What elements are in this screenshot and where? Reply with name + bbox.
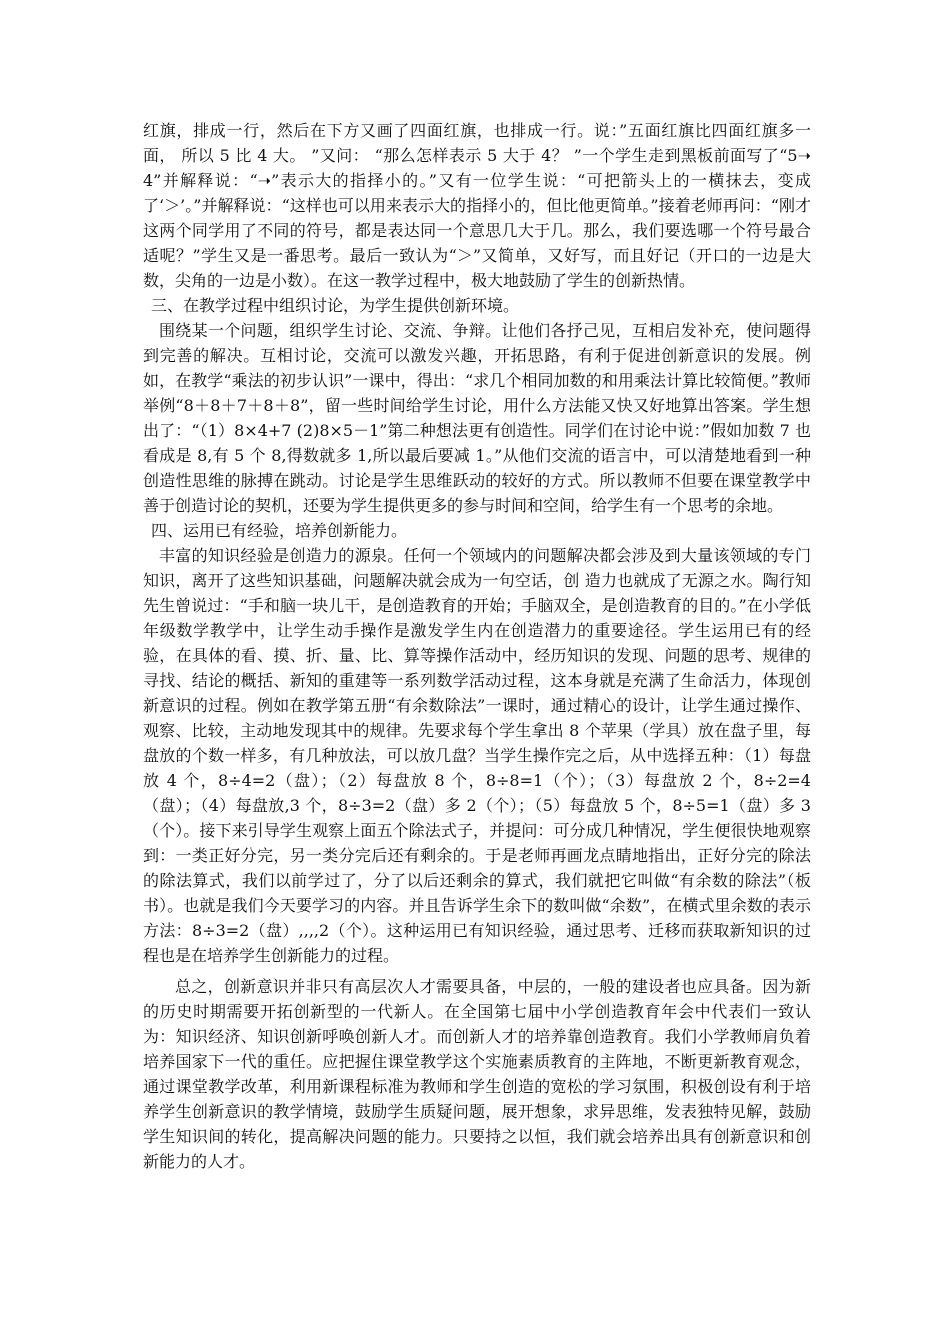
section-heading-4: 四、运用已有经验，培养创新能力。: [151, 521, 408, 540]
document-body: [143, 118, 811, 1174]
section-heading-3: 三、在教学过程中组织讨论，为学生提供创新环境。: [151, 296, 520, 315]
paragraph-discussion: 围绕某一个问题，组织学生讨论、交流、争辩。让他们各抒己见，互相启发补充，使问题得到完善的解决。互相讨论，交流可以激发兴趣，开拓思路，有利于促进创新意识的发展。例如，在教学“乘法的初步认识”一课中，得出：“求几个相同加数的和用乘法计算比较简便。”教师举例“8＋8＋7＋8＋8”，留一些时间给学生讨论，用什么方法能又快又好地算出答案。学生想出了：“（1）8×4+7 (2)8×5－1”第二种想法更有创造性。同学们在讨论中说：”假如加数 7 也看成是 8,有 5 个 8,得数就多 1,所以最后要减 1。”从他们交流的语言中，可以清楚地看到一种创造性思维的脉搏在跳动。讨论是学生思维跃动的较好的方式。所以教师不但要在课堂教学中善于创造讨论的契机，还要为学生提供更多的参与时间和空间，给学生有一个思考的余地。: [143, 321, 811, 515]
paragraph-experience: 丰富的知识经验是创造力的源泉。任何一个领域内的问题解决都会涉及到大量该领域的专门知识，离开了这些知识基础，问题解决就会成为一句空话，创 造力也就成了无源之水。陶行知先生曾说过：“手和脑一块儿干，是创造教育的开始；手脑双全，是创造教育的目的。”在小学低年级数学教学中，让学生动手操作是激发学生内在创造潜力的重要途径。学生运用已有的经验，在具体的看、摸、折、量、比、算等操作活动中，经历知识的发现、问题的思考、规律的寻找、结论的概括、新知的重建等一系列数学活动过程，这本身就是充满了生命活力，体现创新意识的过程。例如在教学第五册“有余数除法”一课时，通过精心的设计，让学生通过操作、观察、比较，主动地发现其中的规律。先要求每个学生拿出 8 个苹果（学具）放在盘子里，每盘放的个数一样多，有几种放法，可以放几盘？当学生操作完之后，从中选择五种：（1）每盘放 4 个，8÷4=2（盘）；（2）每盘放 8 个，8÷8=1（个）；（3）每盘放 2 个，8÷2=4（盘）；（4）每盘放,3 个，8÷3=2（盘）多 2（个）；（5）每盘放 5 个，8÷5=1（盘）多 3（个）。接下来引导学生观察上面五个除法式子，并提问：可分成几种情况，学生便很快地观察到：一类正好分完，另一类分完后还有剩余的。于是老师再画龙点睛地指出，正好分完的除法的除法算式，我们以前学过了，分了以后还剩余的算式，我们就把它叫做“有余数的除法”（板书）。也就是我们今天要学习的内容。并且告诉学生余下的数叫做“余数”，在横式里余数的表示方法：8÷3=2（盘）,,,,2（个）。这种运用已有知识经验，通过思考、迁移而获取新知识的过程也是在培养学生创新能力的过程。: [143, 546, 811, 965]
paragraph-conclusion: 总之，创新意识并非只有高层次人才需要具备，中层的，一般的建设者也应具备。因为新的历史时期需要开拓创新型的一代新人。在全国第七届中小学创造教育年会中代表们一致认为：知识经济、知识创新呼唤创新人才。而创新人才的培养靠创造教育。我们小学教师肩负着培养国家下一代的重任。应把握住课堂教学这个实施素质教育的主阵地，不断更新教育观念，通过课堂教学改革，利用新课程标准为教师和学生创造的宽松的学习氛围，积极创设有利于培养学生创新意识的教学情境，鼓励学生质疑问题，展开想象，求异思维，发表独特见解，鼓励学生知识间的转化，提高解决问题的能力。只要持之以恒，我们就会培养出具有创新意识和创新能力的人才。: [143, 977, 811, 1171]
paragraph-red-flags: 红旗，排成一行，然后在下方又画了四面红旗，也排成一行。说：”五面红旗比四面红旗多一面， 所以 5 比 4 大。 ”又问： “那么怎样表示 5 大于 4？ ”一个学生走到黑板前面写了“5➝4”并解释说：“➝”表示大的指择小的。”又有一位学生说：“可把箭头上的一横抹去，变成了‘＞’。”并解释说：“这样也可以用来表示大的指择小的，但比他更简单。”接着老师再问：“刚才这两个同学用了不同的符号，都是表达同一个意思几大于几。那么，我们要选哪一个符号最合适呢？”学生又是一番思考。最后一致认为“＞”又简单，又好写，而且好记（开口的一边是大数，尖角的一边是小数）。在这一教学过程中，极大地鼓励了学生的创新热情。: [143, 121, 811, 290]
